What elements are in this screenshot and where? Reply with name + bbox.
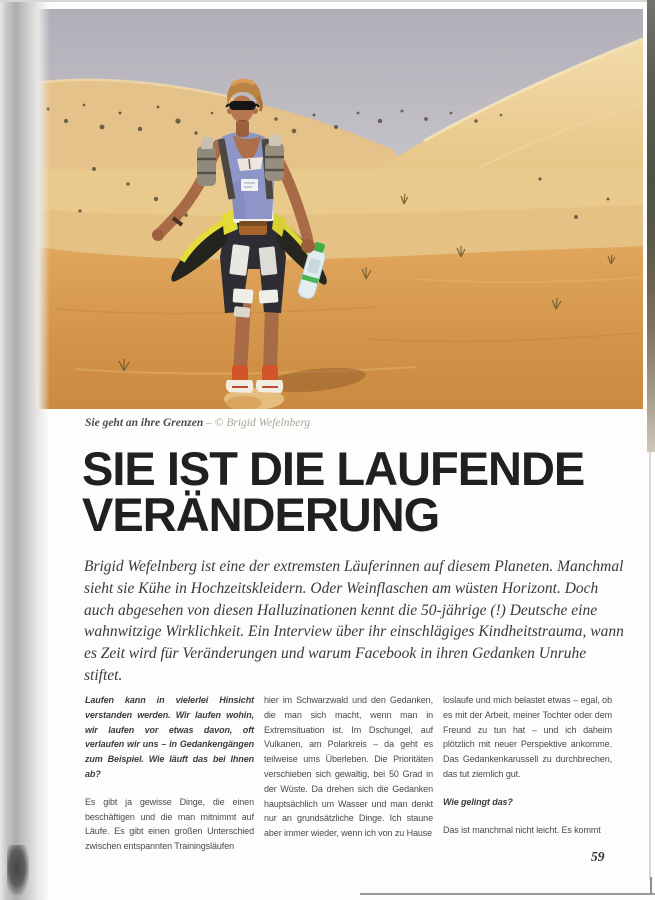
page-bottom-line: [360, 893, 655, 895]
gaiter-left: [232, 365, 248, 382]
article-column-3: [443, 693, 612, 867]
scan-top-edge: [0, 0, 655, 2]
article-body: [85, 693, 613, 867]
interview-question: Laufen kann in vielerlei Hinsicht verstanden werden. Wir laufen wohin, wir laufen vor etwas davon, oft verlaufen wir uns – in Gedankengängen zum Beispiel. Wie läuft das bei Ihnen ab?: [85, 695, 254, 779]
page-corner-line: [650, 877, 652, 894]
headline-line-1: SIE IST DIE LAUFENDE: [82, 442, 585, 495]
interview-answer: Das ist manchmal nicht leicht. Es kommt: [443, 824, 601, 835]
caption-credit: – © Brigid Wefelnberg: [206, 417, 311, 429]
article-intro: Brigid Wefelnberg ist eine der extremsten Läuferinnen auf diesem Planeten. Manchmal sieht sie Kühe in Hochzeitskleidern. Oder Weinflaschen am wüsten Horizont. Doch auch abgesehen von diesen Halluzinationen kennt die 50-jährige (!) Deutsche eine wahnwitzige Wirklichkeit. Ein Interview über ihr einschlägiges Kindheitstrauma, wann es Zeit wird für Veränderungen und warum Facebook in ihren Gedanken Unruhe stiftet.: [84, 558, 624, 684]
photo-caption: [85, 416, 605, 430]
interview-answer: loslaufe und mich belastet etwas – egal, ob es mit der Arbeit, meiner Tochter oder dem Freund zu tun hat – und ich daheim plötzlich mit neuer Perspektive ankomme. Das Gedankenkarussell zu durchbrechen, das tut ziemlich gut.: [443, 695, 612, 779]
next-page-edge-strip: [647, 0, 655, 452]
page-edge-line: [649, 452, 651, 880]
interview-answer: Es gibt ja gewisse Dinge, die einen beschäftigen und die man mitnimmt auf Läufe. Es gibt einen großen Unterschied zwischen entspannten Trainingsläufen: [85, 796, 254, 852]
caption-title: Sie geht an ihre Grenzen: [85, 417, 207, 429]
article-headline: [82, 442, 642, 541]
sunglasses: [229, 101, 256, 110]
right-hand: [301, 239, 315, 253]
page-edge-mark: [7, 845, 29, 895]
page-number: 59: [591, 849, 605, 864]
tank-logo: [241, 179, 258, 191]
gaiter-right: [262, 365, 278, 382]
article-column-1: [85, 693, 254, 867]
article-column-2: [264, 693, 433, 867]
desert-runner-photo: [36, 9, 643, 409]
headline-line-2: VERÄNDERUNG: [82, 488, 440, 541]
interview-question: Wie gelingt das?: [443, 796, 513, 807]
interview-answer: hier im Schwarzwald und den Gedanken, die man sich macht, wenn man in Extremsituation ist. Im Dschungel, auf Vulkanen, am Polarkreis – da geht es teilweise ums Überleben. Die Prioritäten verschieben sich gewaltig, bei 50 Grad in der Wüste. Da drehen sich die Gedanken hauptsächlich um Wasser und man denkt nur an grundsätzliche Dinge. Ich staune aber immer wieder, wenn ich von zu Hause: [264, 695, 433, 839]
